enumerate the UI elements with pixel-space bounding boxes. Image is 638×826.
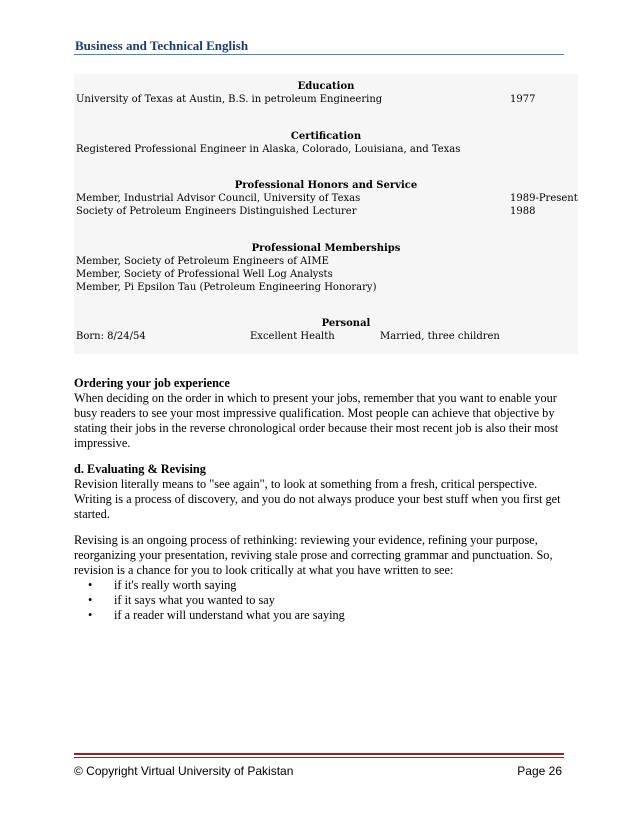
header-rule <box>74 54 564 55</box>
paragraph-ordering: When deciding on the order in which to present your jobs, remember that you want to enable your busy readers to see your most impressive qualification. Most people can achieve that objective by stating their jobs in the reverse chronological order because their most recent job is also their most impressive. <box>74 391 559 450</box>
resume-memberships-heading: Professional Memberships <box>251 243 401 254</box>
paragraph-revising-2: Revising is an ongoing process of rethinking: reviewing your evidence, refining your purpose, reorganizing your presentation, reviving stale prose and correcting grammar and punctuation. So, revision is a chance for you to look critically at what you have written to see: <box>74 533 553 577</box>
footer-page-number: Page 26 <box>517 764 562 778</box>
bullet-icon: • <box>88 578 93 592</box>
resume-personal-family: Married, three children <box>380 331 500 342</box>
resume-honors-heading: Professional Honors and Service <box>234 180 418 191</box>
resume-membership-item: Member, Society of Petroleum Engineers of AIME <box>76 256 329 267</box>
footer-copyright: © Copyright Virtual University of Pakistan <box>74 764 294 778</box>
footer-rule-thin <box>74 757 564 758</box>
list-item-text: if a reader will understand what you are saying <box>114 608 345 622</box>
resume-personal-born: Born: 8/24/54 <box>76 331 146 342</box>
resume-certification-line: Registered Professional Engineer in Alaska, Colorado, Louisiana, and Texas <box>76 144 461 155</box>
resume-education-year: 1977 <box>510 94 536 105</box>
list-item-text: if it's really worth saying <box>114 578 237 592</box>
resume-honors-item: Society of Petroleum Engineers Distinguished Lecturer <box>76 206 357 217</box>
resume-certification-heading: Certification <box>290 131 362 142</box>
resume-membership-item: Member, Pi Epsilon Tau (Petroleum Engineering Honorary) <box>76 282 377 293</box>
bullet-icon: • <box>88 608 93 622</box>
bullet-icon: • <box>88 593 93 607</box>
running-header-title: Business and Technical English <box>75 38 249 53</box>
resume-membership-item: Member, Society of Professional Well Log Analysts <box>76 269 333 280</box>
list-item-text: if it says what you wanted to say <box>114 593 275 607</box>
section-heading-revising: d. Evaluating & Revising <box>74 462 206 476</box>
resume-honors-item: Member, Industrial Advisor Council, University of Texas <box>76 193 361 204</box>
resume-education-heading: Education <box>297 81 355 92</box>
resume-personal-heading: Personal <box>321 318 371 329</box>
resume-education-line: University of Texas at Austin, B.S. in petroleum Engineering <box>76 94 383 105</box>
footer-rule <box>74 753 564 755</box>
paragraph-revising-1: Revision literally means to "see again", to look at something from a fresh, critical perspective. Writing is a process of discovery, and you do not always produce your best stuff when you first get started. <box>74 477 561 521</box>
section-heading-ordering: Ordering your job experience <box>74 376 230 390</box>
resume-honors-year: 1988 <box>510 206 536 217</box>
resume-example-image <box>74 74 578 354</box>
resume-personal-health: Excellent Health <box>250 331 335 342</box>
resume-honors-year: 1989-Present <box>510 193 578 204</box>
